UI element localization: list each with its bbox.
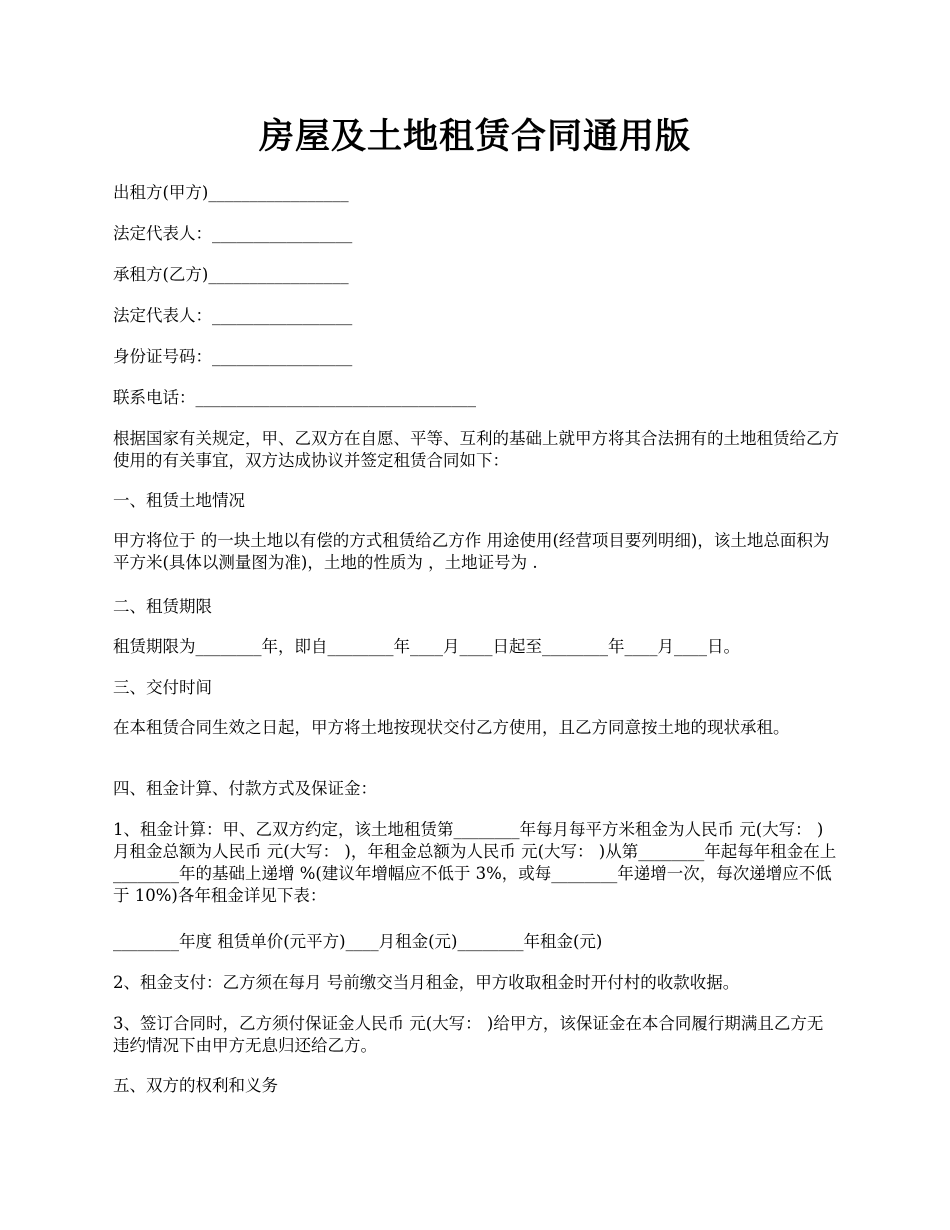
section-4-heading: 四、租金计算、付款方式及保证金： [113,779,377,798]
section-2-heading: 二、租赁期限 [113,597,212,616]
document-title: 房屋及土地租赁合同通用版 [258,116,691,157]
lessee-representative-field: 法定代表人：_________________ [113,306,353,325]
lessor-field: 出租方(甲方)_________________ [113,183,349,202]
lessor-representative-field: 法定代表人：_________________ [113,224,353,243]
lessee-field: 承租方(乙方)_________________ [113,265,349,284]
section-2-body: 租赁期限为________年，即自________年____月____日起至________年____月____日。 [113,637,740,656]
phone-field: 联系电话：__________________________________ [113,388,476,407]
id-number-field: 身份证号码：_________________ [113,347,353,366]
deposit-paragraph: 3、签订合同时，乙方须付保证金人民币 元(大写： )给甲方，该保证金在本合同履行期满且乙方无违约情况下由甲方无息归还给乙方。 [113,1014,824,1055]
intro-paragraph: 根据国家有关规定，甲、乙双方在自愿、平等、互利的基础上就甲方将其合法拥有的土地租赁给乙方使用的有关事宜，双方达成协议并签定租赁合同如下： [113,429,839,470]
rent-table-header: ________年度 租赁单价(元平方)____月租金(元)________年租金(元) [113,932,603,951]
rent-calculation-paragraph: 1、租金计算：甲、乙双方约定，该土地租赁第________年每月每平方米租金为人民币 元(大写： )月租金总额为人民币 元(大写： )，年租金总额为人民币 元(大写： )从第________年起每年租金在上________年的基础上递增 %(建议年增幅应不低于 3%，或每________年递增一次，每次递增应不低于 10%)各年租金详见下表： [113,820,837,905]
section-3-heading: 三、交付时间 [113,678,212,697]
section-3-body: 在本租赁合同生效之日起，甲方将土地按现状交付乙方使用，且乙方同意按土地的现状承租。 [113,718,790,737]
section-5-heading: 五、双方的权利和义务 [113,1076,278,1095]
section-1-body: 甲方将位于 的一块土地以有偿的方式租赁给乙方作 用途使用(经营项目要列明细)，该土地总面积为 平方米(具体以测量图为准)，土地的性质为 ，土地证号为 . [113,531,830,572]
rent-payment-paragraph: 2、租金支付：乙方须在每月 号前缴交当月租金，甲方收取租金时开付村的收款收据。 [113,973,740,992]
section-1-heading: 一、租赁土地情况 [113,491,245,510]
